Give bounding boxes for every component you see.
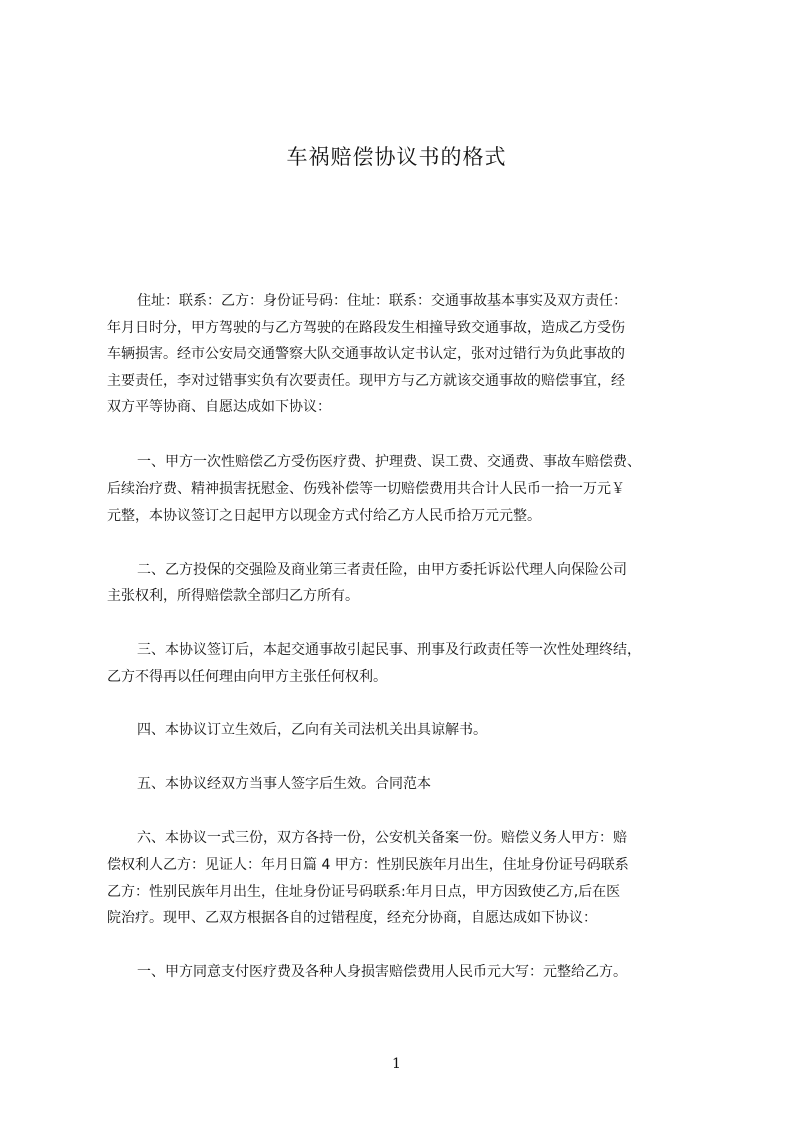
- paragraph-2-line-3: 元整，本协议签订之日起甲方以现金方式付给乙方人民币拾万元元整。: [107, 508, 541, 524]
- paragraph-7-line-1: 六、本协议一式三份，双方各持一份，公安机关备案一份。赔偿义务人甲方：赔: [137, 830, 627, 846]
- paragraph-7-line-2: 偿权利人乙方：见证人：年月日篇 4 甲方：性别民族年月出生，住址身份证号码联系: [107, 857, 629, 873]
- paragraph-6-line-1: 五、本协议经双方当事人签字后生效。合同范本: [137, 776, 431, 792]
- paragraph-2-line-2: 后续治疗费、精神损害抚慰金、伤残补偿等一切赔偿费用共合计人民币一拾一万元￥: [107, 481, 625, 497]
- paragraph-3-line-1: 二、乙方投保的交强险及商业第三者责任险，由甲方委托诉讼代理人向保险公司: [137, 562, 627, 578]
- paragraph-7-line-3: 乙方：性别民族年月出生，住址身份证号码联系:年月日点，甲方因致使乙方,后在医: [107, 884, 621, 900]
- paragraph-1-line-5: 双方平等协商、自愿达成如下协议：: [107, 399, 331, 415]
- paragraph-1-line-1: 住址：联系：乙方：身份证号码：住址：联系：交通事故基本事实及双方责任：: [137, 293, 627, 309]
- paragraph-3-line-2: 主张权利，所得赔偿款全部归乙方所有。: [107, 588, 359, 604]
- paragraph-2-line-1: 一、甲方一次性赔偿乙方受伤医疗费、护理费、误工费、交通费、事故车赔偿费、: [137, 454, 641, 470]
- paragraph-4-line-2: 乙方不得再以任何理由向甲方主张任何权利。: [107, 669, 387, 685]
- paragraph-5-line-1: 四、本协议订立生效后，乙向有关司法机关出具谅解书。: [137, 722, 487, 738]
- paragraph-1-line-3: 车辆损害。经市公安局交通警察大队交通事故认定书认定，张对过错行为负此事故的: [107, 346, 625, 362]
- page-number: 1: [392, 1056, 401, 1072]
- paragraph-8-line-1: 一、甲方同意支付医疗费及各种人身损害赔偿费用人民币元大写：元整给乙方。: [137, 964, 627, 980]
- paragraph-7-line-4: 院治疗。现甲、乙双方根据各自的过错程度，经充分协商，自愿达成如下协议：: [107, 910, 597, 926]
- paragraph-1-line-4: 主要责任，李对过错事实负有次要责任。现甲方与乙方就该交通事故的赔偿事宜，经: [107, 373, 625, 389]
- paragraph-4-line-1: 三、本协议签订后，本起交通事故引起民事、刑事及行政责任等一次性处理终结，: [137, 642, 641, 658]
- paragraph-1-line-2: 年月日时分，甲方驾驶的与乙方驾驶的在路段发生相撞导致交通事故，造成乙方受伤: [107, 320, 625, 336]
- document-title: 车祸赔偿协议书的格式: [286, 145, 507, 169]
